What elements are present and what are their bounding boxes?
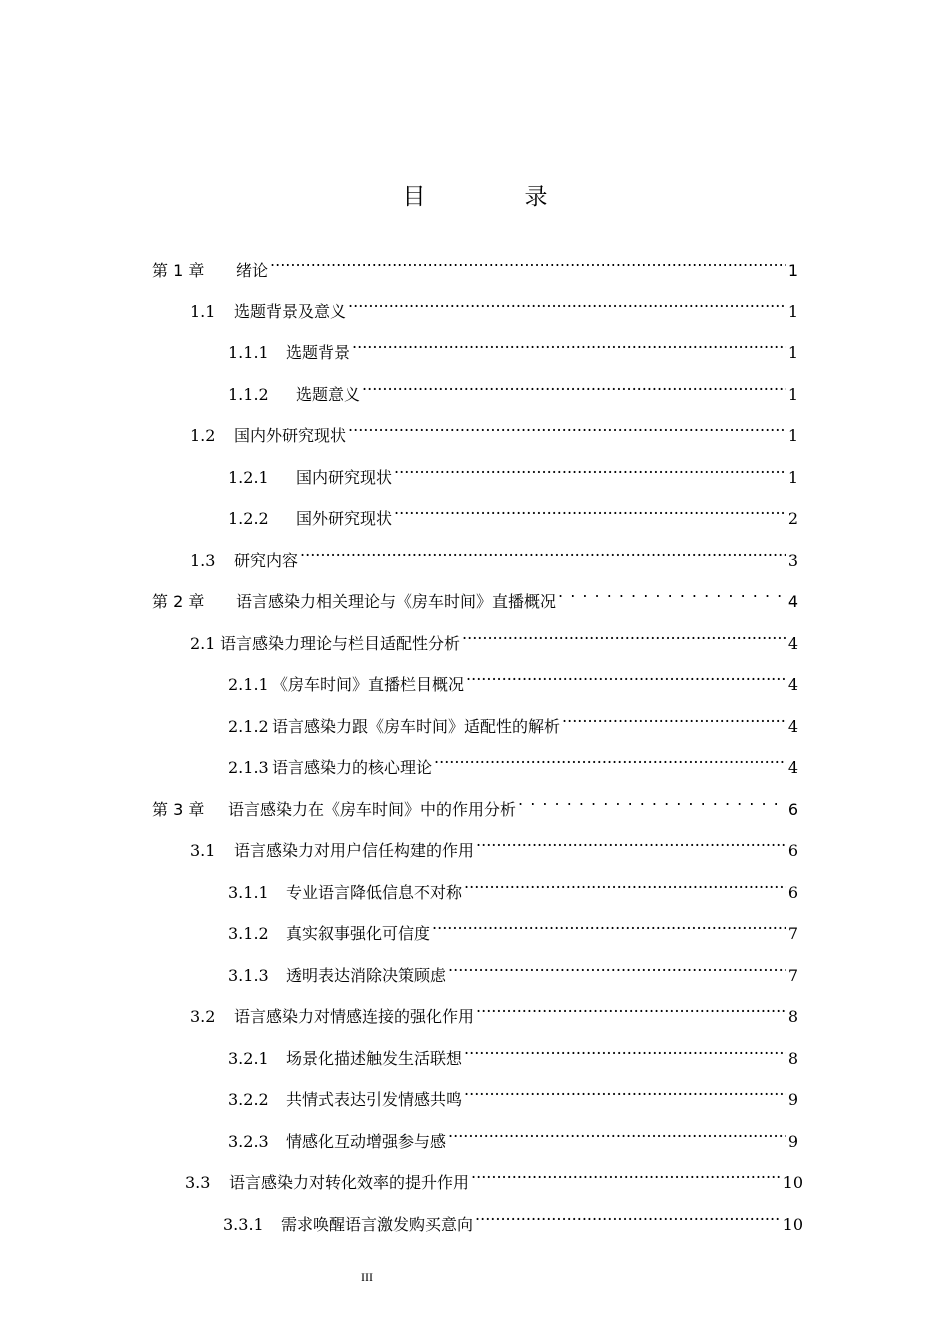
toc-entry-page: 3 bbox=[787, 551, 798, 570]
toc-entry-section[interactable] bbox=[190, 826, 798, 860]
toc-entry-title: 《房车时间》直播栏目概况 bbox=[272, 675, 465, 694]
toc-leader-dots bbox=[394, 453, 786, 483]
toc-entry-title: 国内外研究现状 bbox=[234, 426, 347, 445]
toc-entry-title: 语言感染力在《房车时间》中的作用分析 bbox=[228, 800, 517, 819]
toc-leader-dots bbox=[352, 328, 786, 358]
toc-entry-number: 1.2.2 bbox=[228, 509, 269, 528]
toc-entry-page: 4 bbox=[787, 675, 798, 694]
toc-leader-dots bbox=[466, 660, 786, 690]
toc-entry-page: 9 bbox=[787, 1090, 798, 1109]
toc-entry-section[interactable] bbox=[190, 619, 798, 653]
toc-entry-number: 2.1.1 bbox=[228, 675, 269, 694]
toc-entry-title: 语言感染力跟《房车时间》适配性的解析 bbox=[272, 717, 561, 736]
toc-entry-section[interactable] bbox=[185, 1158, 803, 1192]
toc-entry-title: 语言感染力相关理论与《房车时间》直播概况 bbox=[236, 592, 557, 611]
toc-entry-page: 4 bbox=[787, 758, 798, 777]
page-number-footer: III bbox=[361, 1270, 373, 1284]
toc-entry-number: 1.2.1 bbox=[228, 468, 269, 487]
toc-entry-page: 10 bbox=[782, 1215, 803, 1234]
toc-entry-number: 2.1.3 bbox=[228, 758, 269, 777]
toc-entry-number: 1.1 bbox=[190, 302, 216, 321]
toc-leader-dots bbox=[558, 577, 786, 607]
toc-entry-subsection[interactable] bbox=[228, 1117, 798, 1151]
toc-entry-page: 6 bbox=[787, 841, 798, 860]
toc-leader-dots bbox=[348, 287, 786, 317]
toc-entry-number: 3.3 bbox=[185, 1173, 211, 1192]
toc-entry-number: 3.2 bbox=[190, 1007, 216, 1026]
toc-entry-number: 第 2 章 bbox=[152, 592, 205, 611]
toc-entry-title: 需求唤醒语言激发购买意向 bbox=[281, 1215, 474, 1234]
toc-entry-title: 专业语言降低信息不对称 bbox=[286, 883, 463, 902]
toc-entry-number: 1.3 bbox=[190, 551, 216, 570]
toc-entry-number: 3.1.1 bbox=[228, 883, 269, 902]
toc-entry-title: 真实叙事强化可信度 bbox=[286, 924, 431, 943]
toc-entry-subsection[interactable] bbox=[228, 909, 798, 943]
toc-entry-page: 4 bbox=[787, 717, 798, 736]
toc-entry-section[interactable] bbox=[190, 287, 798, 321]
toc-entry-page: 8 bbox=[787, 1007, 798, 1026]
toc-entry-number: 3.2.3 bbox=[228, 1132, 269, 1151]
toc-leader-dots bbox=[476, 992, 786, 1022]
toc-entry-page: 2 bbox=[787, 509, 798, 528]
toc-entry-page: 1 bbox=[787, 343, 798, 362]
toc-entry-number: 3.3.1 bbox=[223, 1215, 264, 1234]
toc-leader-dots bbox=[448, 1117, 786, 1147]
toc-leader-dots bbox=[464, 1034, 786, 1064]
toc-leader-dots bbox=[434, 743, 786, 773]
toc-entry-subsection[interactable] bbox=[228, 1034, 798, 1068]
toc-entry-page: 1 bbox=[787, 385, 798, 404]
toc-leader-dots bbox=[448, 951, 786, 981]
toc-entry-subsection[interactable] bbox=[228, 868, 798, 902]
toc-entry-subsection[interactable] bbox=[228, 743, 798, 777]
toc-entry-subsection[interactable] bbox=[228, 328, 798, 362]
toc-entry-page: 1 bbox=[787, 426, 798, 445]
toc-entry-title: 国外研究现状 bbox=[296, 509, 393, 528]
toc-entry-title: 语言感染力理论与栏目适配性分析 bbox=[220, 634, 461, 653]
toc-leader-dots bbox=[562, 702, 786, 732]
toc-entry-number: 3.1 bbox=[190, 841, 216, 860]
toc-entry-page: 6 bbox=[787, 800, 798, 819]
toc-entry-number: 1.1.1 bbox=[228, 343, 269, 362]
toc-entry-number: 1.2 bbox=[190, 426, 216, 445]
toc-entry-number: 3.2.1 bbox=[228, 1049, 269, 1068]
toc-leader-dots bbox=[464, 868, 786, 898]
toc-entry-title: 选题意义 bbox=[296, 385, 361, 404]
toc-entry-section[interactable] bbox=[190, 992, 798, 1026]
toc-entry-page: 1 bbox=[787, 302, 798, 321]
toc-entry-title: 语言感染力对用户信任构建的作用 bbox=[234, 841, 475, 860]
toc-leader-dots bbox=[300, 536, 786, 566]
toc-entry-title: 国内研究现状 bbox=[296, 468, 393, 487]
toc-leader-dots bbox=[394, 494, 786, 524]
toc-entry-subsection[interactable] bbox=[228, 494, 798, 528]
toc-entry-subsection[interactable] bbox=[228, 1075, 798, 1109]
toc-entry-title: 透明表达消除决策顾虑 bbox=[286, 966, 447, 985]
toc-title: 目 录 bbox=[402, 184, 586, 210]
toc-entry-page: 6 bbox=[787, 883, 798, 902]
toc-entry-section[interactable] bbox=[190, 411, 798, 445]
toc-entry-title: 共情式表达引发情感共鸣 bbox=[286, 1090, 463, 1109]
toc-entry-title: 选题背景 bbox=[286, 343, 351, 362]
toc-entry-subsection[interactable] bbox=[228, 660, 798, 694]
toc-leader-dots bbox=[362, 370, 786, 400]
toc-entry-title: 场景化描述触发生活联想 bbox=[286, 1049, 463, 1068]
toc-entry-chapter-1[interactable] bbox=[152, 246, 798, 280]
toc-entry-number: 第 3 章 bbox=[152, 800, 205, 819]
toc-entry-page: 7 bbox=[787, 966, 798, 985]
toc-entry-page: 4 bbox=[787, 634, 798, 653]
toc-entry-title: 研究内容 bbox=[234, 551, 299, 570]
toc-leader-dots bbox=[518, 785, 786, 815]
toc-entry-subsection[interactable] bbox=[228, 370, 798, 404]
toc-leader-dots bbox=[432, 909, 786, 939]
toc-entry-number: 3.1.2 bbox=[228, 924, 269, 943]
toc-leader-dots bbox=[348, 411, 786, 441]
toc-entry-page: 7 bbox=[787, 924, 798, 943]
toc-entry-title: 选题背景及意义 bbox=[234, 302, 347, 321]
toc-entry-page: 4 bbox=[787, 592, 798, 611]
toc-entry-number: 3.2.2 bbox=[228, 1090, 269, 1109]
toc-entry-number: 1.1.2 bbox=[228, 385, 269, 404]
toc-entry-page: 10 bbox=[782, 1173, 803, 1192]
toc-entry-title: 语言感染力对转化效率的提升作用 bbox=[229, 1173, 470, 1192]
toc-leader-dots bbox=[462, 619, 786, 649]
toc-entry-subsection[interactable] bbox=[228, 453, 798, 487]
toc-entry-section[interactable] bbox=[190, 536, 798, 570]
toc-entry-chapter-2[interactable] bbox=[152, 577, 798, 611]
toc-entry-title: 语言感染力对情感连接的强化作用 bbox=[234, 1007, 475, 1026]
toc-leader-dots bbox=[475, 1200, 781, 1230]
toc-entry-title: 绪论 bbox=[236, 261, 269, 280]
toc-entry-subsection[interactable] bbox=[228, 951, 798, 985]
toc-entry-subsection[interactable] bbox=[228, 702, 798, 736]
toc-entry-number: 2.1.2 bbox=[228, 717, 269, 736]
toc-entry-page: 8 bbox=[787, 1049, 798, 1068]
toc-entry-number: 第 1 章 bbox=[152, 261, 205, 280]
toc-entry-subsection[interactable] bbox=[223, 1200, 803, 1234]
toc-entry-page: 9 bbox=[787, 1132, 798, 1151]
toc-entry-chapter-3[interactable] bbox=[152, 785, 798, 819]
toc-leader-dots bbox=[471, 1158, 781, 1188]
toc-entry-title: 情感化互动增强参与感 bbox=[286, 1132, 447, 1151]
toc-entry-number: 3.1.3 bbox=[228, 966, 269, 985]
toc-entry-number: 2.1 bbox=[190, 634, 216, 653]
toc-leader-dots bbox=[464, 1075, 786, 1105]
toc-entry-page: 1 bbox=[787, 468, 798, 487]
toc-leader-dots bbox=[270, 246, 786, 276]
toc-leader-dots bbox=[476, 826, 786, 856]
toc-entry-title: 语言感染力的核心理论 bbox=[272, 758, 433, 777]
toc-entry-page: 1 bbox=[787, 261, 798, 280]
